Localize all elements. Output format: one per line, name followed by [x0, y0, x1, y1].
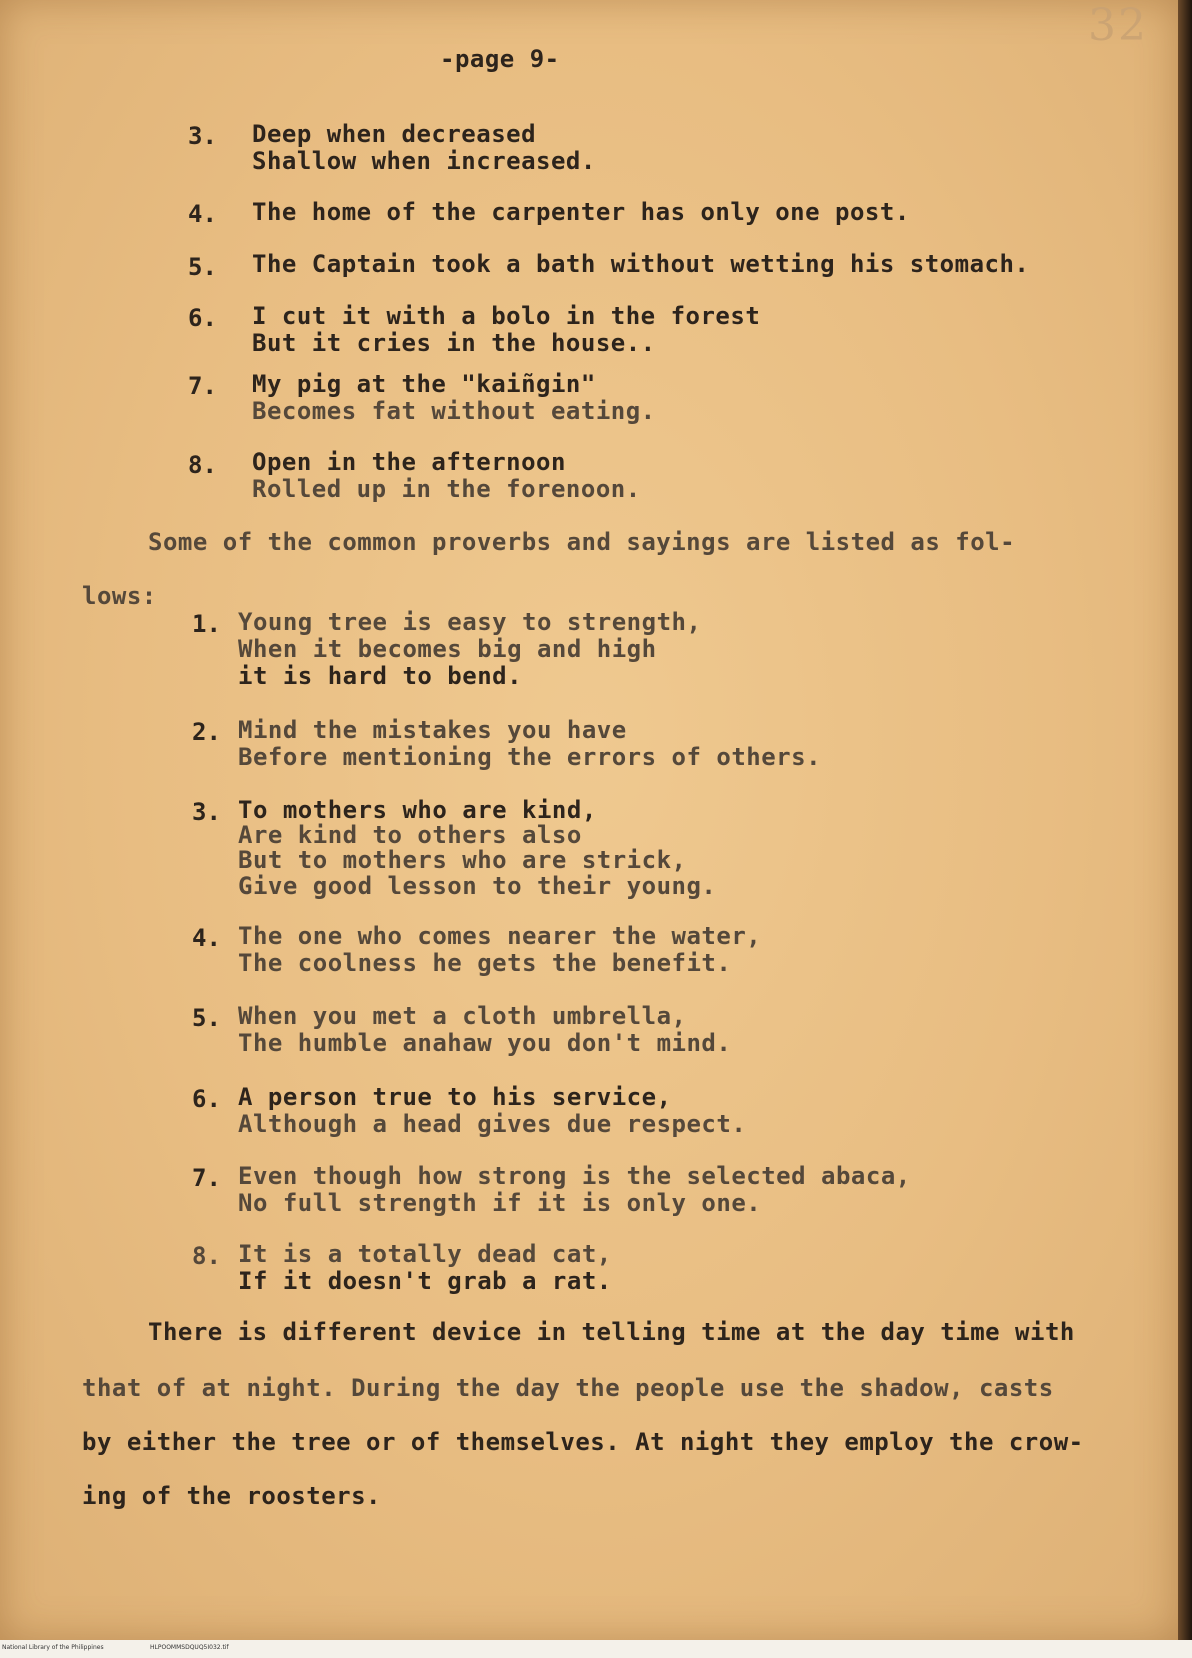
riddle-number: 7.	[188, 372, 217, 400]
paragraph-line: There is different device in telling time at the day time with	[148, 1318, 1075, 1346]
proverb-line: When you met a cloth umbrella,	[238, 1002, 687, 1030]
proverb-number: 3.	[192, 798, 221, 826]
proverb-line: The humble anahaw you don't mind.	[238, 1029, 732, 1057]
proverb-line: The coolness he gets the benefit.	[238, 949, 732, 977]
scan-footer	[0, 1640, 1192, 1658]
proverb-number: 2.	[192, 718, 221, 746]
riddle-line: Shallow when increased.	[252, 147, 596, 175]
riddle-number: 4.	[188, 200, 217, 228]
proverb-line: Although a head gives due respect.	[238, 1110, 747, 1138]
page-stamp-number: 32	[1088, 0, 1148, 51]
proverb-number: 8.	[192, 1242, 221, 1270]
proverb-line: Even though how strong is the selected abaca,	[238, 1162, 911, 1190]
scan-footer-filename: HLPOOMMSDQUQ5I032.tif	[150, 1644, 229, 1651]
riddle-line: The home of the carpenter has only one post.	[252, 198, 910, 226]
proverb-line: Before mentioning the errors of others.	[238, 743, 822, 771]
riddle-number: 5.	[188, 253, 217, 281]
riddle-number: 6.	[188, 304, 217, 332]
proverb-line: Are kind to others also	[238, 821, 582, 849]
proverb-number: 6.	[192, 1085, 221, 1113]
riddle-line: Open in the afternoon	[252, 448, 566, 476]
scan-footer-library: National Library of the Philippines	[2, 1644, 104, 1651]
riddle-line: The Captain took a bath without wetting his stomach.	[252, 250, 1030, 278]
riddle-line: I cut it with a bolo in the forest	[252, 302, 761, 330]
proverb-line: When it becomes big and high	[238, 635, 657, 663]
paragraph-line: lows:	[82, 582, 157, 610]
paragraph-line: that of at night. During the day the people use the shadow, casts	[82, 1374, 1054, 1402]
proverb-line: To mothers who are kind,	[238, 796, 597, 824]
proverb-line: Young tree is easy to strength,	[238, 608, 702, 636]
riddle-line: Deep when decreased	[252, 120, 537, 148]
proverb-number: 1.	[192, 610, 221, 638]
proverb-line: But to mothers who are strick,	[238, 846, 687, 874]
page-edge-shadow	[1178, 0, 1192, 1658]
proverb-number: 7.	[192, 1164, 221, 1192]
proverb-line: Mind the mistakes you have	[238, 716, 627, 744]
riddle-number: 3.	[188, 122, 217, 150]
paragraph-line: Some of the common proverbs and sayings are listed as fol-	[148, 528, 1016, 556]
proverb-line: If it doesn't grab a rat.	[238, 1267, 612, 1295]
paragraph-line: by either the tree or of themselves. At night they employ the crow-	[82, 1428, 1084, 1456]
page-header: -page 9-	[440, 45, 560, 73]
riddle-line: Rolled up in the forenoon.	[252, 475, 641, 503]
proverb-line: A person true to his service,	[238, 1083, 672, 1111]
riddle-line: But it cries in the house..	[252, 329, 656, 357]
riddle-line: My pig at the "kaiñgin"	[252, 370, 596, 398]
paragraph-line: ing of the roosters.	[82, 1482, 381, 1510]
riddle-line: Becomes fat without eating.	[252, 397, 656, 425]
proverb-line: Give good lesson to their young.	[238, 872, 717, 900]
proverb-line: The one who comes nearer the water,	[238, 922, 762, 950]
proverb-line: it is hard to bend.	[238, 662, 523, 690]
proverb-line: It is a totally dead cat,	[238, 1240, 612, 1268]
proverb-number: 4.	[192, 924, 221, 952]
proverb-number: 5.	[192, 1004, 221, 1032]
proverb-line: No full strength if it is only one.	[238, 1189, 762, 1217]
riddle-number: 8.	[188, 451, 217, 479]
